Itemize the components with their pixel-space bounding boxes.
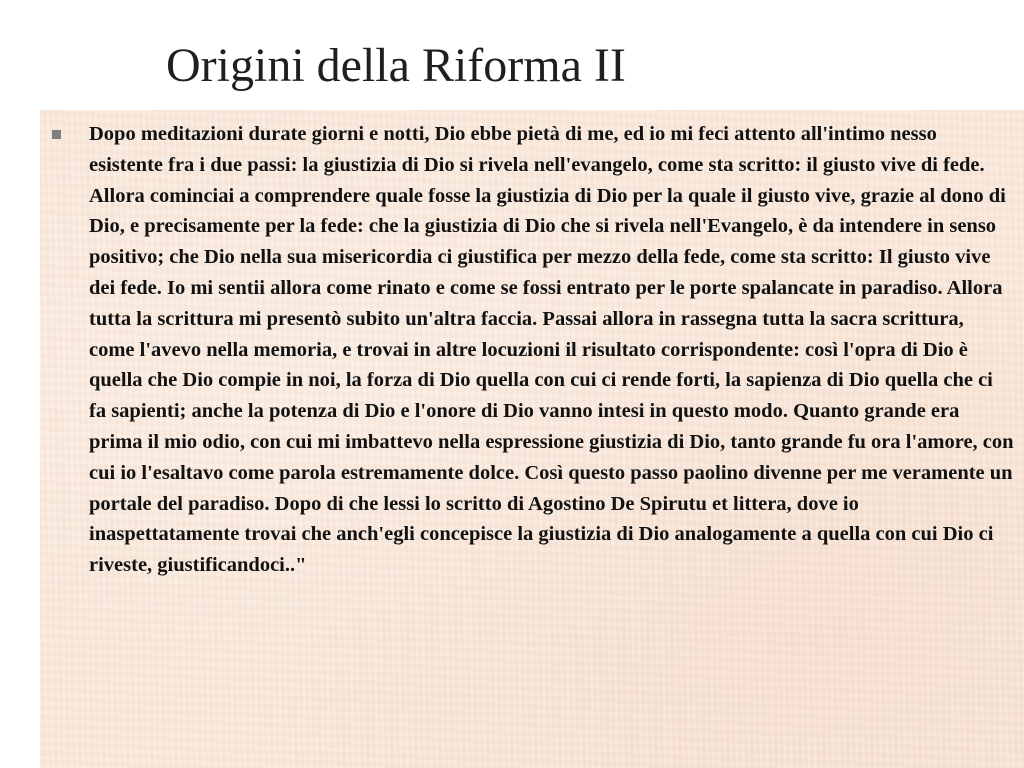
bullet-text: Dopo meditazioni durate giorni e notti, Dio ebbe pietà di me, ed io mi feci attento all'intimo nesso esistente fra i due passi: la giustizia di Dio si rivela nell'evangelo, come sta scritto: il giusto vive di fede. Allora cominciai a comprendere quale fosse la giustizia di Dio per la quale il giusto vive, grazie al dono di Dio, e precisamente per la fede: che la giustizia di Dio che si rivela nell'Evangelo, è da intendere in senso positivo; che Dio nella sua misericordia ci giustifica per mezzo della fede, come sta scritto: Il giusto vive dei fede. Io mi sentii allora come rinato e come se fossi entrato per le porte spalancate in paradiso. Allora tutta la scrittura mi presentò subito un'altra faccia. Passai allora in rassegna tutta la sacra scrittura, come l'avevo nella memoria, e trovai in altre locuzioni il risultato corrispondente: così l'opra di Dio è quella che Dio compie in noi, la forza di Dio quella con cui ci rende forti, la sapienza di Dio quella che ci fa sapienti; anche la potenza di Dio e l'onore di Dio vanno intesi in questo modo. Quanto grande era prima il mio odio, con cui mi imbattevo nella espressione giustizia di Dio, tanto grande fu ora l'amore, con cui io l'esaltavo come parola estremamente dolce. Così questo passo paolino divenne per me veramente un portale del paradiso. Dopo di che lessi lo scritto di Agostino De Spirutu et littera, dove io inaspettatamente trovai che anch'egli concepisce la giustizia di Dio analogamente a quella con cui Dio ci riveste, giustificandoci.." xyxy=(89,123,1014,577)
bullet-square-icon xyxy=(52,130,61,139)
slide-title: Origini della Riforma II xyxy=(166,39,626,92)
